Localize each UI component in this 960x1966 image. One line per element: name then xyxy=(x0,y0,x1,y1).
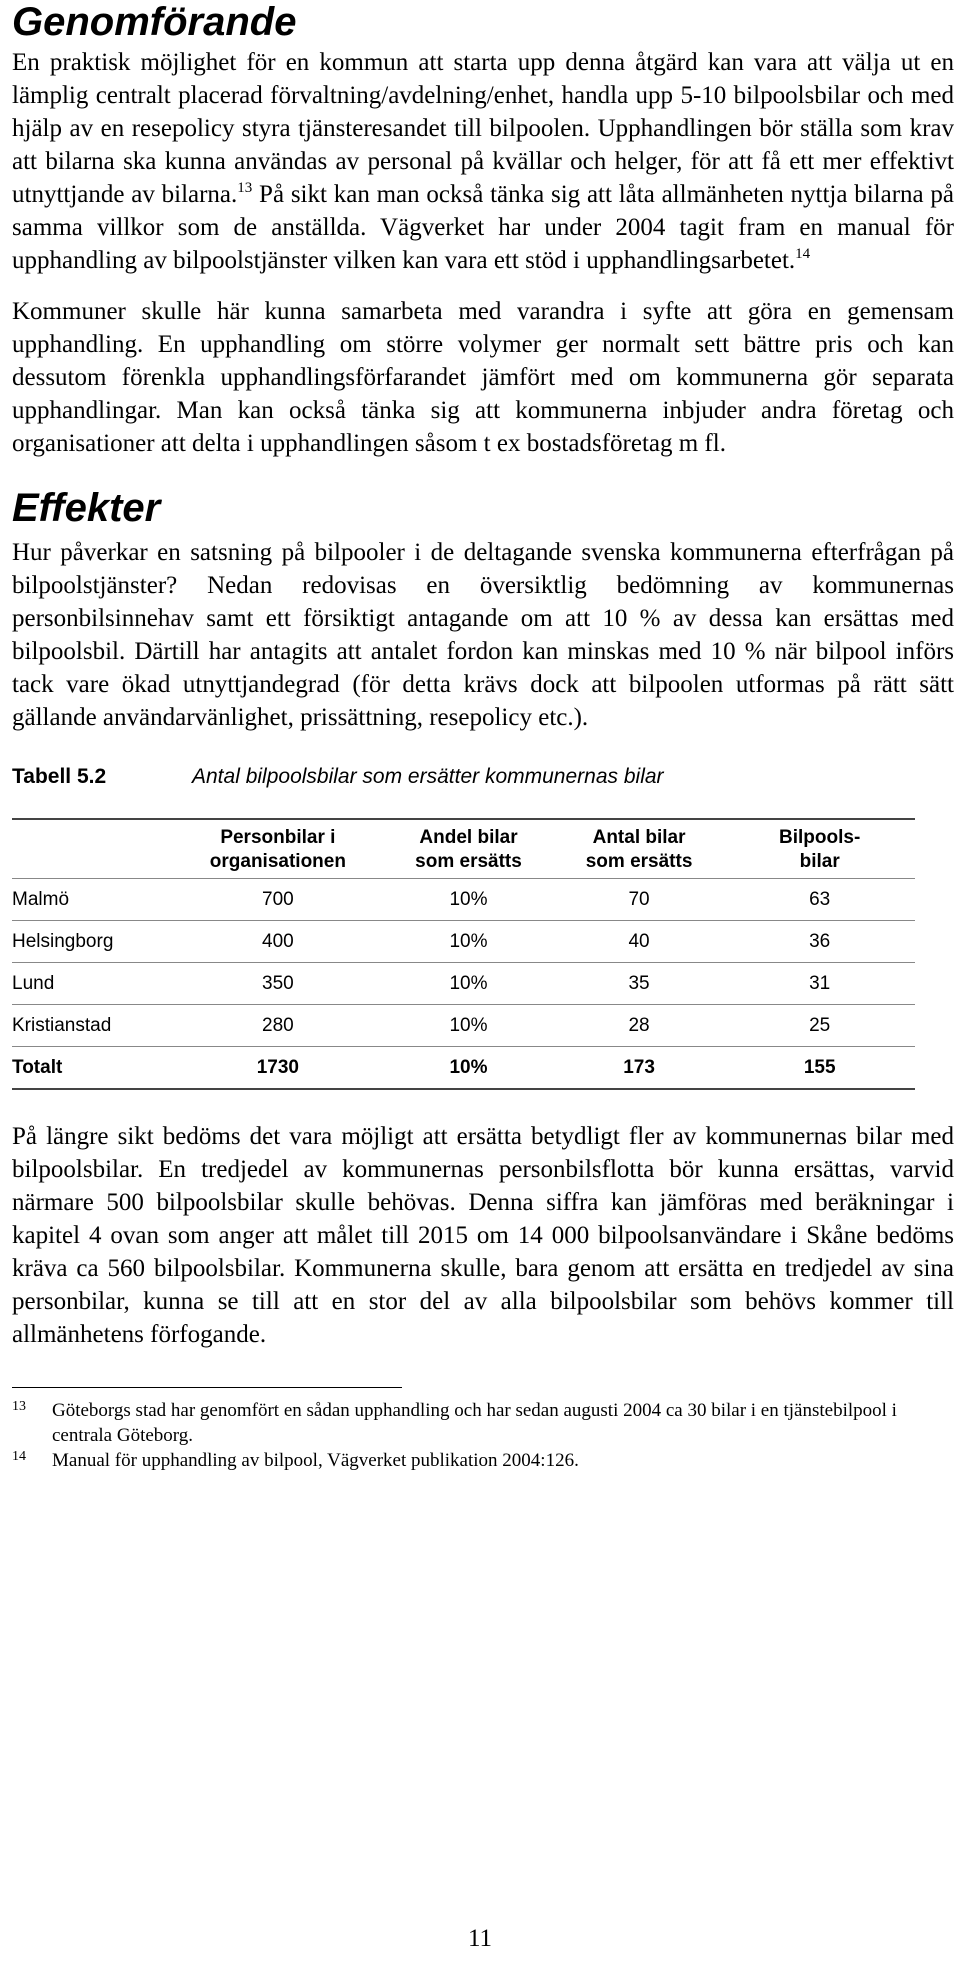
table-row xyxy=(12,921,915,963)
table-cell: Helsingborg xyxy=(12,921,173,963)
table-total-row xyxy=(12,1047,915,1090)
table-title: Antal bilpoolsbilar som ersätter kommunernas bilar xyxy=(192,765,664,788)
table-cell: Lund xyxy=(12,963,173,1005)
footnote-text: Manual för upphandling av bilpool, Vägverket publikation 2004:126. xyxy=(52,1450,579,1471)
table-cell: 63 xyxy=(724,879,915,921)
paragraph-2: Kommuner skulle här kunna samarbeta med varandra i syfte att göra en gemensam upphandling. En upphandling om större volymer ger normalt sett bättre pris och kan dessutom förenkla upphandlingsförfarandet jämfört med om kommunerna gör separata upphandlingar. Man kan också tänka sig att kommunerna inbjuder andra företag och organisationer att delta i upphandlingen såsom t ex bostadsföretag m fl. xyxy=(12,298,954,457)
footnote-14 xyxy=(12,1448,954,1473)
heading-genomforande: Genomförande xyxy=(12,0,297,44)
table-cell: 10% xyxy=(383,1005,554,1047)
table-cell: 35 xyxy=(554,963,725,1005)
paragraph-4: På längre sikt bedöms det vara möjligt att ersätta betydligt fler av kommunernas bilar med bilpoolsbilar. En tredjedel av kommunernas personbilsflotta bör kunna ersättas, varvid närmare 500 bilpoolsbilar skulle behövas. Denna siffra kan jämföras med beräkningar i kapitel 4 ovan som anger att målet till 2015 om 14 000 bilpoolsanvändare i Skåne bedöms kräva ca 560 bilpoolsbilar. Kommunerna skulle, bara genom att ersätta en tredjedel av sina personbilar, kunna se till att en stor del av alla bilpoolsbilar som behövs kommer till allmänhetens förfogande. xyxy=(12,1123,954,1348)
table-cell: 10% xyxy=(383,1047,554,1090)
table-cell: 700 xyxy=(173,879,384,921)
paragraph-1 xyxy=(12,46,954,277)
table-cell: 28 xyxy=(554,1005,725,1047)
table-caption xyxy=(12,764,954,790)
table-header: Antal bilar som ersätts xyxy=(554,819,725,879)
footnote-number: 14 xyxy=(12,1449,26,1464)
table-cell: 1730 xyxy=(173,1047,384,1090)
table-cell: 350 xyxy=(173,963,384,1005)
car-replacement-table xyxy=(12,818,915,1090)
table-cell: 70 xyxy=(554,879,725,921)
heading-effekter: Effekter xyxy=(12,486,161,530)
page-content xyxy=(12,0,954,1473)
table-cell: 280 xyxy=(173,1005,384,1047)
paragraph-3: Hur påverkar en satsning på bilpooler i de deltagande svenska kommunerna efterfrågan på bilpoolstjänster? Nedan redovisas en översiktlig bedömning av kommunernas personbilsinnehav samt ett försiktigt antagande om att 10 % av dessa kan ersättas med bilpoolsbil. Därtill har antagits att antalet fordon kan minskas med 10 % när bilpool införs tack vare ökad utnyttjandegrad (för detta krävs dock att bilpoolen utformas på rätt sätt gällande användarvänlighet, prissättning, resepolicy etc.). xyxy=(12,539,954,731)
table-cell: Kristianstad xyxy=(12,1005,173,1047)
table-header: Bilpools- bilar xyxy=(724,819,915,879)
table-cell: 36 xyxy=(724,921,915,963)
footnote-13 xyxy=(12,1398,954,1448)
table-header: Personbilar i organisationen xyxy=(173,819,384,879)
footnote-text: Göteborgs stad har genomfört en sådan upphandling och har sedan augusti 2004 ca 30 bilar i en tjänstebilpool i centrala Göteborg. xyxy=(52,1400,897,1446)
table-cell: 40 xyxy=(554,921,725,963)
table-cell: 10% xyxy=(383,963,554,1005)
table-cell: 400 xyxy=(173,921,384,963)
footnote-ref-14[interactable]: 14 xyxy=(795,246,811,262)
footnote-divider xyxy=(12,1387,402,1388)
footnote-number: 13 xyxy=(12,1399,26,1414)
table-row xyxy=(12,963,915,1005)
table-cell: Totalt xyxy=(12,1047,173,1090)
table-header xyxy=(12,819,173,879)
table-cell: 31 xyxy=(724,963,915,1005)
page-number: 11 xyxy=(467,1925,493,1952)
table-label: Tabell 5.2 xyxy=(12,765,107,788)
footnote-ref-13[interactable]: 13 xyxy=(237,180,253,196)
paragraph-1-part-a: En praktisk möjlighet för en kommun att starta upp denna åtgärd kan vara att välja ut en lämplig centralt placerad förvaltning/avdelning/enhet, handla upp 5-10 bilpoolsbilar och med hjälp av en resepolicy styra tjänsteresandet till bilpoolen. Upphandlingen bör ställa som krav att bilarna ska kunna användas av personal på kvällar och helger, för att få ett mer effektivt utnyttjande av bilarna. xyxy=(12,49,954,208)
table-cell: 10% xyxy=(383,879,554,921)
table-cell: 25 xyxy=(724,1005,915,1047)
table-cell: 10% xyxy=(383,921,554,963)
table-row xyxy=(12,879,915,921)
table-header-row xyxy=(12,819,915,879)
table-header: Andel bilar som ersätts xyxy=(383,819,554,879)
table-row xyxy=(12,1005,915,1047)
table-cell: Malmö xyxy=(12,879,173,921)
table-cell: 173 xyxy=(554,1047,725,1090)
paragraph-1-part-b: På sikt kan man också tänka sig att låta allmänheten nyttja bilarna på samma villkor som de anställda. Vägverket har under 2004 tagit fram en manual för upphandling av bilpoolstjänster vilken kan vara ett stöd i upphandlingsarbetet. xyxy=(12,181,955,274)
table-cell: 155 xyxy=(724,1047,915,1090)
